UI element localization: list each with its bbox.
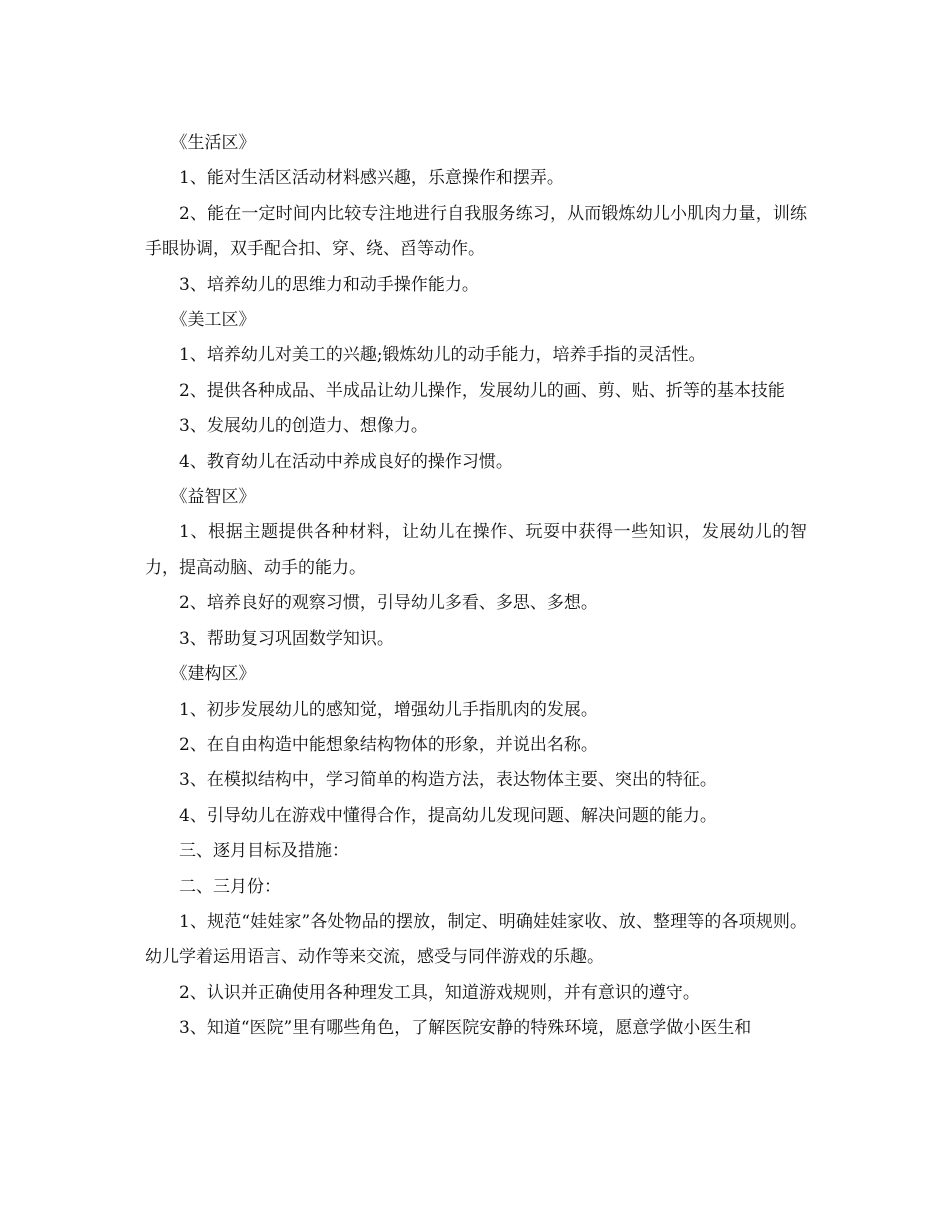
section-title-monthly-goals: 三、逐月目标及措施： <box>179 841 349 862</box>
subsection-title-feb-mar: 二、三月份： <box>179 876 281 897</box>
paragraph: 3、在模拟结构中，学习简单的构造方法，表达物体主要、突出的特征。 <box>179 770 717 791</box>
paragraph: 2、提供各种成品、半成品让幼儿操作，发展幼儿的画、剪、贴、折等的基本技能 <box>179 380 785 401</box>
paragraph: 1、规范“娃娃家”各处物品的摆放，制定、明确娃娃家收、放、整理等的各项规则。幼儿学着运用语言、动作等来交流，感受与同伴游戏的乐趣。 <box>145 911 807 968</box>
document-body <box>145 126 807 1047</box>
paragraph: 2、能在一定时间内比较专注地进行自我服务练习，从而锻炼幼儿小肌肉力量，训练手眼协调，双手配合扣、穿、绕、舀等动作。 <box>145 203 807 260</box>
paragraph: 4、教育幼儿在活动中养成良好的操作习惯。 <box>179 451 513 472</box>
paragraph: 4、引导幼儿在游戏中懂得合作，提高幼儿发现问题、解决问题的能力。 <box>179 805 717 826</box>
paragraph: 3、培养幼儿的思维力和动手操作能力。 <box>179 274 479 295</box>
paragraph: 3、发展幼儿的创造力、想像力。 <box>179 416 428 437</box>
section-heading-puzzle-area: 《益智区》 <box>170 487 256 508</box>
paragraph: 3、知道“医院”里有哪些角色，了解医院安静的特殊环境，愿意学做小医生和 <box>179 1018 752 1039</box>
section-heading-life-area: 《生活区》 <box>170 133 256 153</box>
paragraph: 2、培养良好的观察习惯，引导幼儿多看、多思、多想。 <box>179 593 598 614</box>
paragraph: 1、根据主题提供各种材料，让幼儿在操作、玩耍中获得一些知识，发展幼儿的智力，提高动脑、动手的能力。 <box>145 522 807 578</box>
paragraph: 1、初步发展幼儿的感知觉，增强幼儿手指肌肉的发展。 <box>179 699 598 720</box>
section-heading-construction-area: 《建构区》 <box>170 664 256 685</box>
section-heading-art-area: 《美工区》 <box>170 310 256 331</box>
paragraph: 2、认识并正确使用各种理发工具，知道游戏规则，并有意识的遵守。 <box>179 982 700 1003</box>
paragraph: 1、能对生活区活动材料感兴趣，乐意操作和摆弄。 <box>179 168 564 189</box>
paragraph: 2、在自由构造中能想象结构物体的形象，并说出名称。 <box>179 734 598 755</box>
paragraph: 1、培养幼儿对美工的兴趣;锻炼幼儿的动手能力，培养手指的灵活性。 <box>179 345 706 366</box>
paragraph: 3、帮助复习巩固数学知识。 <box>179 628 394 649</box>
